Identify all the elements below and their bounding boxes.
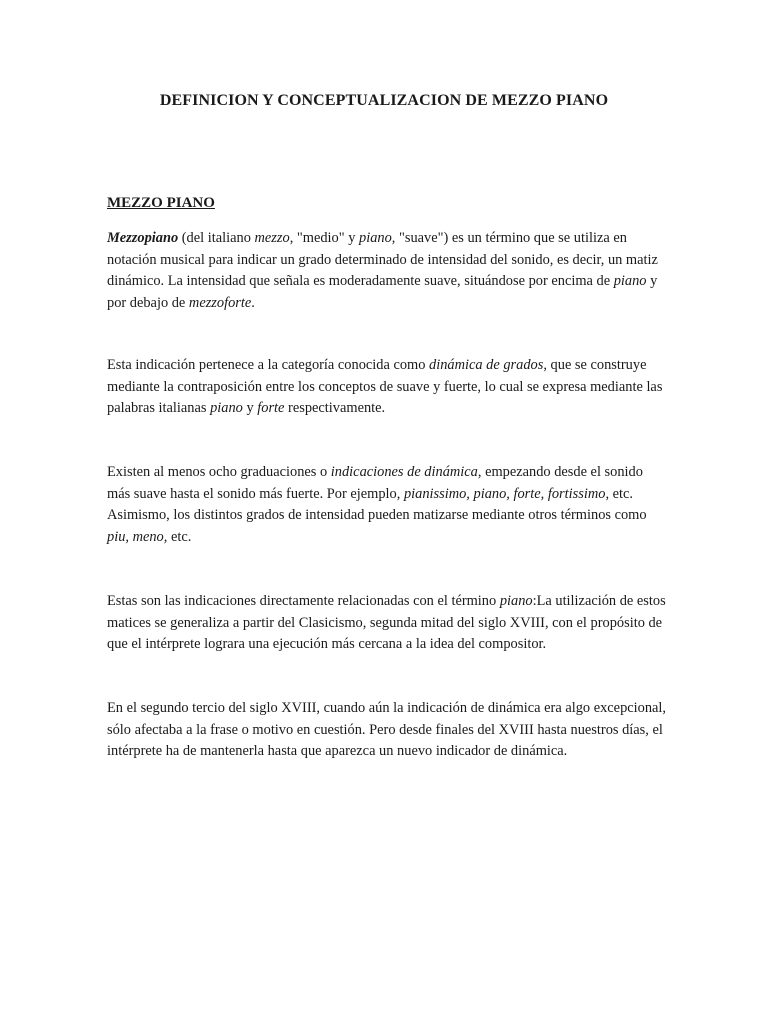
paragraph-graduations: Existen al menos ocho graduaciones o indicaciones de dinámica, empezando desde el sonido más suave hasta el sonido más fuerte. Por ejemplo, pianissimo, piano, forte, fortissimo, etc. Asimismo, los distintos grados de intensidad pueden matizarse mediante otros términos como piu, meno, etc. (107, 464, 647, 545)
section-heading: MEZZO PIANO (107, 195, 215, 211)
italic-term: dinámica de grados (429, 357, 544, 373)
paragraph-history: En el segundo tercio del siglo XVIII, cuando aún la indicación de dinámica era algo excepcional, sólo afectaba a la frase o motivo en cuestión. Pero desde finales del XVIII hasta nuestros días, el intérprete ha de mantenerla hasta que aparezca un nuevo indicador de dinámica. (107, 700, 667, 759)
italic-term: mezzoforte (188, 294, 252, 311)
italic-term: forte (257, 400, 285, 416)
italic-term: piano (613, 273, 647, 289)
italic-term: indicaciones de dinámica (330, 464, 478, 480)
paragraph-indications: Estas son las indicaciones directamente relacionadas con el término piano:La utilización de estos matices se generaliza a partir del Clasicismo, segunda mitad del siglo XVIII, con el propósito de que el intérprete lograra una ejecución más cercana a la idea del compositor. (107, 593, 666, 652)
italic-term: piu, meno, (107, 528, 168, 545)
italic-term: mezzo (254, 230, 290, 246)
paragraph-definition: Mezzopiano (del italiano mezzo, "medio" y piano, "suave") es un término que se utiliza en notación musical para indicar un grado determinado de intensidad del sonido, es decir, un matiz dinámico. La intensidad que señala es moderadamente suave, situándose por encima de piano y por debajo de mezzoforte. (107, 230, 658, 311)
document-title: DEFINICION Y CONCEPTUALIZACION DE MEZZO PIANO (159, 92, 609, 109)
italic-term: piano (210, 400, 243, 416)
italic-term: piano (499, 593, 533, 609)
italic-term: pianissimo, piano, forte, fortissimo (403, 485, 606, 502)
paragraph-category: Esta indicación pertenece a la categoría conocida como dinámica de grados, que se construye mediante la contraposición entre los conceptos de suave y fuerte, lo cual se expresa mediante las palabras italianas piano y forte respectivamente. (107, 357, 663, 416)
italic-term: piano (359, 230, 392, 246)
term-mezzopiano: Mezzopiano (107, 230, 179, 246)
